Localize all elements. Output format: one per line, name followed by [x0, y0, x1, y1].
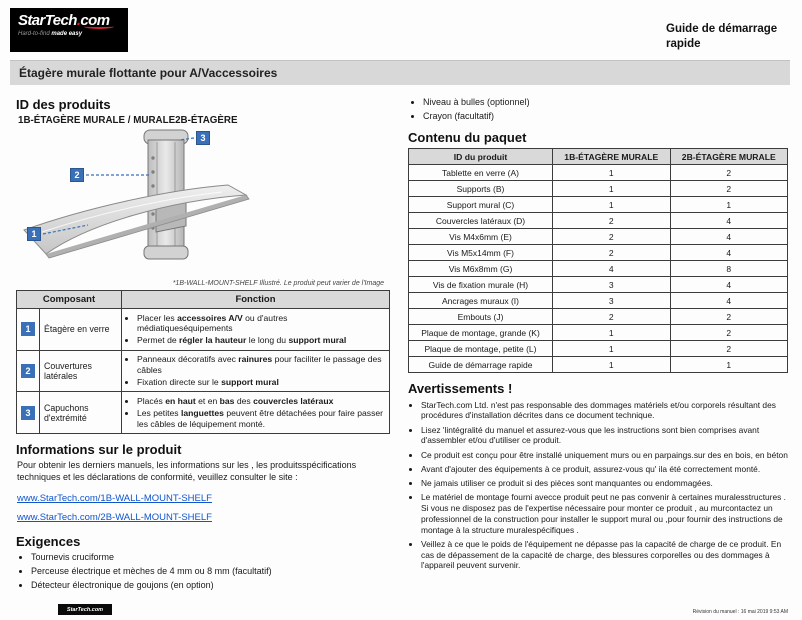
warnings-heading: Avertissements ! — [408, 381, 513, 396]
warning-item: • Ne jamais utiliser ce produit si des pièces sont manquantes ou endommagées. — [421, 478, 788, 489]
table-row — [409, 181, 788, 197]
cell-qty-2b: 4 — [670, 229, 788, 245]
cell-product-id: Tablette en verre (A) — [409, 165, 553, 181]
cell-qty-2b: 4 — [670, 293, 788, 309]
package-contents-heading: Contenu du paquet — [408, 130, 527, 145]
title-banner: Étagère murale flottante pour A/Vaccessoires — [10, 60, 790, 85]
cell-qty-2b: 2 — [670, 325, 788, 341]
warnings-list — [408, 400, 788, 572]
cell-product-id: Vis de fixation murale (H) — [409, 277, 553, 293]
component-function-cell — [122, 350, 390, 392]
product-id-heading: ID des produits — [16, 97, 111, 112]
product-info-text: Pour obtenir les derniers manuels, les informations sur les , les produitsspécifications techniques et les déclarations de conformité, veuillez consulter le site : — [17, 460, 357, 482]
table-row — [409, 165, 788, 181]
component-row — [17, 392, 390, 434]
function-item: • Les petites languettes peuvent être détachées pour faire passer les câbles de léquipement monté. — [137, 408, 385, 429]
cell-product-id: Guide de démarrage rapide — [409, 357, 553, 373]
component-header: Composant — [17, 291, 122, 309]
cell-qty-2b: 8 — [670, 261, 788, 277]
component-function-cell — [122, 392, 390, 434]
cell-qty-1b: 2 — [553, 309, 670, 325]
cell-product-id: Vis M6x8mm (G) — [409, 261, 553, 277]
tool-item: • Crayon (facultatif) — [423, 111, 788, 122]
product-link[interactable]: www.StarTech.com/2B-WALL-MOUNT-SHELF — [17, 512, 212, 524]
cell-qty-2b: 4 — [670, 277, 788, 293]
requirements-heading: Exigences — [16, 534, 81, 550]
cell-qty-2b: 2 — [670, 181, 788, 197]
left-column — [16, 89, 390, 594]
cell-qty-1b: 4 — [553, 261, 670, 277]
component-name-cell: Étagère en verre — [40, 309, 122, 351]
callout-2: 2 — [70, 168, 84, 182]
number-badge: 3 — [21, 406, 35, 420]
cell-qty-1b: 1 — [553, 181, 670, 197]
warning-item: • Ce produit est conçu pour être installé uniquement murs ou en parpaings.sur des en bois, en béton — [421, 450, 788, 461]
requirements-list — [16, 552, 390, 591]
cell-qty-1b: 2 — [553, 245, 670, 261]
component-number-cell — [17, 350, 40, 392]
component-table — [16, 290, 390, 434]
cell-qty-1b: 1 — [553, 341, 670, 357]
cell-qty-2b: 2 — [670, 309, 788, 325]
logo-tagline: Hard-to-find made easy — [18, 31, 83, 37]
function-item: • Placés en haut et en bas des couvercles latéraux — [137, 396, 385, 407]
table-row — [409, 277, 788, 293]
cell-qty-1b: 1 — [553, 357, 670, 373]
cell-qty-2b: 2 — [670, 165, 788, 181]
cell-qty-2b: 4 — [670, 213, 788, 229]
cell-product-id: Plaque de montage, petite (L) — [409, 341, 553, 357]
cell-product-id: Vis M4x6mm (E) — [409, 229, 553, 245]
requirement-item: • Détecteur électronique de goujons (en option) — [31, 580, 390, 591]
table-row — [409, 213, 788, 229]
cell-qty-2b: 2 — [670, 341, 788, 357]
diagram-caption: *1B-WALL-MOUNT-SHELF Illustré. Le produit peut varier de l'Image — [172, 280, 384, 287]
startech-logo — [10, 8, 128, 52]
function-item: • Placer les accessoires A/V ou d'autres médiatiqueséquipements — [137, 313, 385, 334]
shelf-illustration — [16, 128, 378, 280]
cell-qty-1b: 3 — [553, 277, 670, 293]
header — [0, 0, 802, 52]
table-row — [409, 261, 788, 277]
cell-product-id: Supports (B) — [409, 181, 553, 197]
function-item: • Fixation directe sur le support mural — [137, 377, 385, 388]
product-models: 1B-ÉTAGÈRE MURALE / MURALE2B-ÉTAGÈRE — [18, 115, 238, 126]
extra-tools-list — [408, 97, 788, 122]
right-column — [408, 89, 788, 594]
product-diagram — [16, 128, 378, 280]
component-row — [17, 309, 390, 351]
cell-product-id: Vis M5x14mm (F) — [409, 245, 553, 261]
glass-shelf — [24, 185, 246, 254]
table-row — [409, 309, 788, 325]
table-row — [409, 293, 788, 309]
logo-wordmark: StarTech.com — [18, 12, 110, 29]
cell-product-id: Couvercles latéraux (D) — [409, 213, 553, 229]
component-row — [17, 350, 390, 392]
function-item: • Panneaux décoratifs avec rainures pour faciliter le passage des câbles — [137, 354, 385, 375]
col-header-2b: 2B-ÉTAGÈRE MURALE — [670, 149, 788, 165]
warning-item: • StarTech.com Ltd. n'est pas responsable des dommages matériels et/ou corporels résultant des procédures d'installation décrites dans ce document technique. — [421, 400, 788, 422]
cell-product-id: Support mural (C) — [409, 197, 553, 213]
component-number-cell — [17, 309, 40, 351]
col-header-product-id: ID du produit — [409, 149, 553, 165]
manual-revision: Révision du manuel : 16 mai 2019 9:53 AM — [692, 609, 788, 615]
package-contents-body — [409, 165, 788, 373]
requirement-item: • Perceuse électrique et mèches de 4 mm ou 8 mm (facultatif) — [31, 566, 390, 577]
warning-item: • Lisez 'lintégralité du manuel et assurez-vous que les instructions sont bien comprises avant d'assembler et/ou d'utiliser ce produit. — [421, 425, 788, 447]
component-number-cell — [17, 392, 40, 434]
function-header: Fonction — [122, 291, 390, 309]
cell-qty-2b: 1 — [670, 357, 788, 373]
function-item: • Permet de régler la hauteur le long du support mural — [137, 335, 385, 346]
component-name-cell: Couvertures latérales — [40, 350, 122, 392]
cell-qty-2b: 4 — [670, 245, 788, 261]
requirement-item: • Tournevis cruciforme — [31, 552, 390, 563]
cell-qty-1b: 1 — [553, 165, 670, 181]
product-info-heading: Informations sur le produit — [16, 442, 182, 458]
product-links — [16, 488, 390, 526]
cell-product-id: Ancrages muraux (I) — [409, 293, 553, 309]
component-function-cell — [122, 309, 390, 351]
package-contents-table — [408, 148, 788, 373]
tool-item: • Niveau à bulles (optionnel) — [423, 97, 788, 108]
cell-qty-1b: 1 — [553, 197, 670, 213]
cell-product-id: Plaque de montage, grande (K) — [409, 325, 553, 341]
table-row — [409, 229, 788, 245]
table-row — [409, 341, 788, 357]
callout-1: 1 — [27, 227, 41, 241]
number-badge: 1 — [21, 322, 35, 336]
warning-item: • Avant d'ajouter des équipements à ce produit, assurez-vous qu' ila été correctement monté. — [421, 464, 788, 475]
product-link[interactable]: www.StarTech.com/1B-WALL-MOUNT-SHELF — [17, 493, 212, 505]
cell-qty-1b: 3 — [553, 293, 670, 309]
table-row — [409, 325, 788, 341]
cell-qty-2b: 1 — [670, 197, 788, 213]
callout-3: 3 — [196, 131, 210, 145]
table-row — [409, 245, 788, 261]
warning-item: • Le matériel de montage fourni avecce produit peut ne pas convenir à certaines muralesstructures . Si vous ne disposez pas de l'expertise nécessaire pour monter ce produit , au murcontactez un professionnel de la construction pour installer le support mural ou ,pour fournir des instructions de montage à la structure muralespécifiques . — [421, 492, 788, 535]
cell-qty-1b: 2 — [553, 229, 670, 245]
table-row — [409, 357, 788, 373]
cell-product-id: Embouts (J) — [409, 309, 553, 325]
cell-qty-1b: 2 — [553, 213, 670, 229]
bottom-end-cap — [144, 246, 188, 259]
warning-item: • Veillez à ce que le poids de l'équipement ne dépasse pas la capacité de charge de ce produit. En cas de dépassement de la capacité de charge, des blessures corporelles ou des dommages à l'appareil peuvent survenir. — [421, 539, 788, 571]
component-name-cell: Capuchons d'extrémité — [40, 392, 122, 434]
footer-logo: StarTech.com — [58, 604, 112, 615]
cell-qty-1b: 1 — [553, 325, 670, 341]
table-row — [409, 197, 788, 213]
number-badge: 2 — [21, 364, 35, 378]
guide-title: Guide de démarrage rapide — [666, 23, 778, 50]
col-header-1b: 1B-ÉTAGÈRE MURALE — [553, 149, 670, 165]
